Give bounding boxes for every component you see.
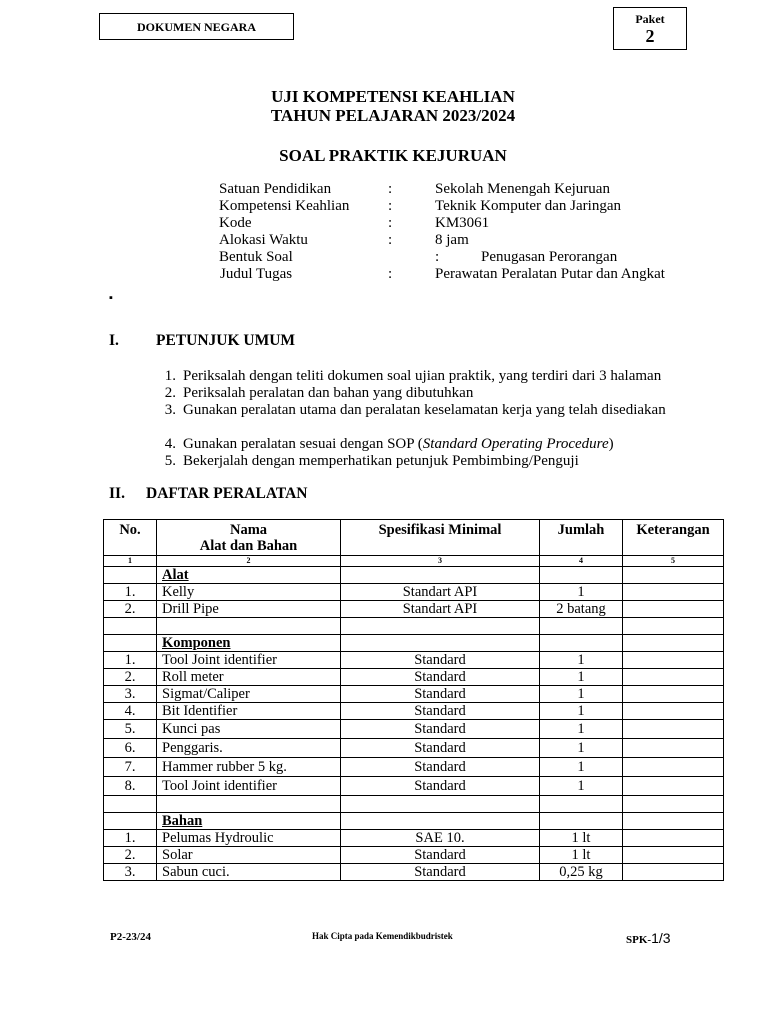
info-value: Sekolah Menengah Kejuruan [435,181,610,197]
cell-no: 1. [104,652,157,669]
cell-nama: Kelly [157,584,341,601]
info-separator: : [388,181,393,197]
footer-page-prefix: SPK- [626,934,652,946]
info-label: Alokasi Waktu [219,232,308,248]
cell-nama: Tool Joint identifier [157,777,341,796]
cell-nama: Bit Identifier [157,703,341,720]
cell-jumlah: 2 batang [540,601,623,618]
cell-spek: SAE 10. [341,830,540,847]
list-number: 1. [164,368,176,384]
table-cell [540,813,623,830]
info-value: Teknik Komputer dan Jaringan [435,198,621,214]
list-text [183,436,676,453]
cell-spek: Standard [341,864,540,881]
list-text: Periksalah dengan teliti dokumen soal ujian praktik, yang terdiri dari 3 halaman [183,368,662,384]
table-group-row [104,813,724,830]
table-row [104,652,724,669]
cell-nama: Penggaris. [157,739,341,758]
list-item [146,385,676,402]
bullet-marker: ▪ [109,292,113,304]
cell-nama: Sabun cuci. [157,864,341,881]
info-value: Penugasan Perorangan [481,249,618,265]
section-number: II. [109,485,125,502]
cell-spek: Standard [341,703,540,720]
table-cell [623,813,724,830]
info-value: KM3061 [435,215,490,231]
table-spacer-row [104,796,724,813]
list-number: 2. [164,385,176,401]
paket-number: 2 [645,26,655,46]
instructions-list [146,368,676,470]
list-text-part: Gunakan peralatan sesuai dengan SOP ( [183,436,423,452]
table-cell [104,813,157,830]
info-label: Bentuk Soal [219,249,293,265]
column-header-nama-line2: Alat dan Bahan [199,538,298,554]
cell-nama: Drill Pipe [157,601,341,618]
list-item [146,368,676,385]
cell-spek: Standart API [341,601,540,618]
table-row [104,686,724,703]
cell-jumlah: 1 [540,686,623,703]
table-spacer-row [104,618,724,635]
table-index-row [104,556,724,567]
info-label: Kode [219,215,252,231]
cell-no: 1. [104,584,157,601]
info-separator: : [388,266,393,282]
cell-ket [623,758,724,777]
cell-ket [623,777,724,796]
list-text: Bekerjalah dengan memperhatikan petunjuk Pembimbing/Penguji [183,453,579,469]
list-item [146,436,676,453]
column-index: 4 [540,556,623,567]
info-separator: : [388,232,393,248]
table-header-row [104,520,724,556]
group-label: Alat [157,567,341,584]
cell-jumlah: 1 lt [540,830,623,847]
cell-jumlah: 1 [540,703,623,720]
table-cell [540,567,623,584]
column-index: 2 [157,556,341,567]
cell-ket [623,739,724,758]
cell-ket [623,703,724,720]
cell-jumlah: 1 [540,720,623,739]
table-cell [540,635,623,652]
cell-ket [623,652,724,669]
list-text: Gunakan peralatan utama dan peralatan keselamatan kerja yang telah disediakan [183,402,666,418]
column-header-no: No. [104,520,157,556]
list-number: 5. [164,453,176,469]
column-header-nama-line1: Nama [229,522,268,538]
exam-year: TAHUN PELAJARAN 2023/2024 [270,106,516,125]
cell-spek: Standard [341,686,540,703]
table-row [104,777,724,796]
cell-no: 2. [104,669,157,686]
cell-no: 3. [104,864,157,881]
table-row [104,669,724,686]
info-value: Perawatan Peralatan Putar dan Angkat [435,266,665,282]
cell-no: 5. [104,720,157,739]
table-row [104,703,724,720]
column-index: 3 [341,556,540,567]
cell-spek: Standard [341,739,540,758]
footer-page-number: 1/3 [651,930,671,946]
group-label: Komponen [157,635,341,652]
footer-page [626,930,671,948]
cell-jumlah: 1 [540,669,623,686]
list-text-part: ) [608,436,614,452]
cell-ket [623,830,724,847]
cell-nama: Roll meter [157,669,341,686]
table-row [104,720,724,739]
group-label: Bahan [157,813,341,830]
info-label: Kompetensi Keahlian [219,198,350,214]
cell-no: 7. [104,758,157,777]
exam-subtitle: SOAL PRAKTIK KEJURUAN [279,146,507,165]
footer-copyright: Hak Cipta pada Kemendikbudristek [312,931,453,941]
cell-nama: Tool Joint identifier [157,652,341,669]
table-cell [104,635,157,652]
cell-ket [623,686,724,703]
cell-jumlah: 1 [540,739,623,758]
table-cell [623,567,724,584]
cell-jumlah: 1 lt [540,847,623,864]
table-cell [104,567,157,584]
column-header-keterangan: Keterangan [623,520,724,556]
list-number: 4. [164,436,176,452]
info-value: 8 jam [435,232,469,248]
table-row [104,758,724,777]
table-row [104,584,724,601]
table-row [104,739,724,758]
table-group-row [104,635,724,652]
cell-no: 3. [104,686,157,703]
paket-box [613,7,687,50]
cell-spek: Standard [341,652,540,669]
cell-jumlah: 1 [540,652,623,669]
table-cell [341,635,540,652]
cell-spek: Standard [341,758,540,777]
cell-ket [623,720,724,739]
cell-nama: Hammer rubber 5 kg. [157,758,341,777]
info-separator: : [435,249,440,265]
list-text: Periksalah peralatan dan bahan yang dibutuhkan [183,385,474,401]
cell-nama: Pelumas Hydroulic [157,830,341,847]
cell-no: 4. [104,703,157,720]
document-classification-label: DOKUMEN NEGARA [137,20,256,34]
exam-info [219,181,739,285]
cell-jumlah: 1 [540,777,623,796]
section-number: I. [109,332,119,349]
table-cell [341,567,540,584]
list-item [146,453,676,470]
section-title: PETUNJUK UMUM [156,332,296,349]
cell-no: 6. [104,739,157,758]
cell-nama: Kunci pas [157,720,341,739]
list-number: 3. [164,402,176,418]
cell-ket [623,601,724,618]
cell-spek: Standard [341,669,540,686]
column-header-nama [157,520,341,556]
info-separator: : [388,215,393,231]
info-label: Judul Tugas [220,266,293,282]
cell-ket [623,864,724,881]
table-row [104,830,724,847]
cell-nama: Sigmat/Caliper [157,686,341,703]
paket-label: Paket [635,12,665,26]
cell-jumlah: 1 [540,584,623,601]
equipment-table [103,519,724,881]
info-label: Satuan Pendidikan [219,181,332,197]
info-separator: : [388,198,393,214]
cell-no: 2. [104,847,157,864]
cell-spek: Standart API [341,584,540,601]
cell-spek: Standard [341,720,540,739]
column-header-jumlah: Jumlah [540,520,623,556]
list-text-italic: Standard Operating Procedure [422,436,609,452]
cell-jumlah: 1 [540,758,623,777]
column-index: 5 [623,556,724,567]
table-cell [341,813,540,830]
list-item [146,402,676,436]
table-row [104,601,724,618]
exam-title: UJI KOMPETENSI KEAHLIAN [271,87,515,106]
cell-nama: Solar [157,847,341,864]
cell-no: 1. [104,830,157,847]
cell-spek: Standard [341,847,540,864]
column-header-spesifikasi: Spesifikasi Minimal [341,520,540,556]
table-cell [623,635,724,652]
cell-ket [623,847,724,864]
table-row [104,864,724,881]
document-classification-box [99,13,294,40]
cell-spek: Standard [341,777,540,796]
table-row [104,847,724,864]
cell-ket [623,669,724,686]
cell-ket [623,584,724,601]
cell-no: 2. [104,601,157,618]
cell-jumlah: 0,25 kg [540,864,623,881]
footer-code: P2-23/24 [110,931,151,943]
table-group-row [104,567,724,584]
column-index: 1 [104,556,157,567]
cell-no: 8. [104,777,157,796]
section-title: DAFTAR PERALATAN [146,485,308,502]
